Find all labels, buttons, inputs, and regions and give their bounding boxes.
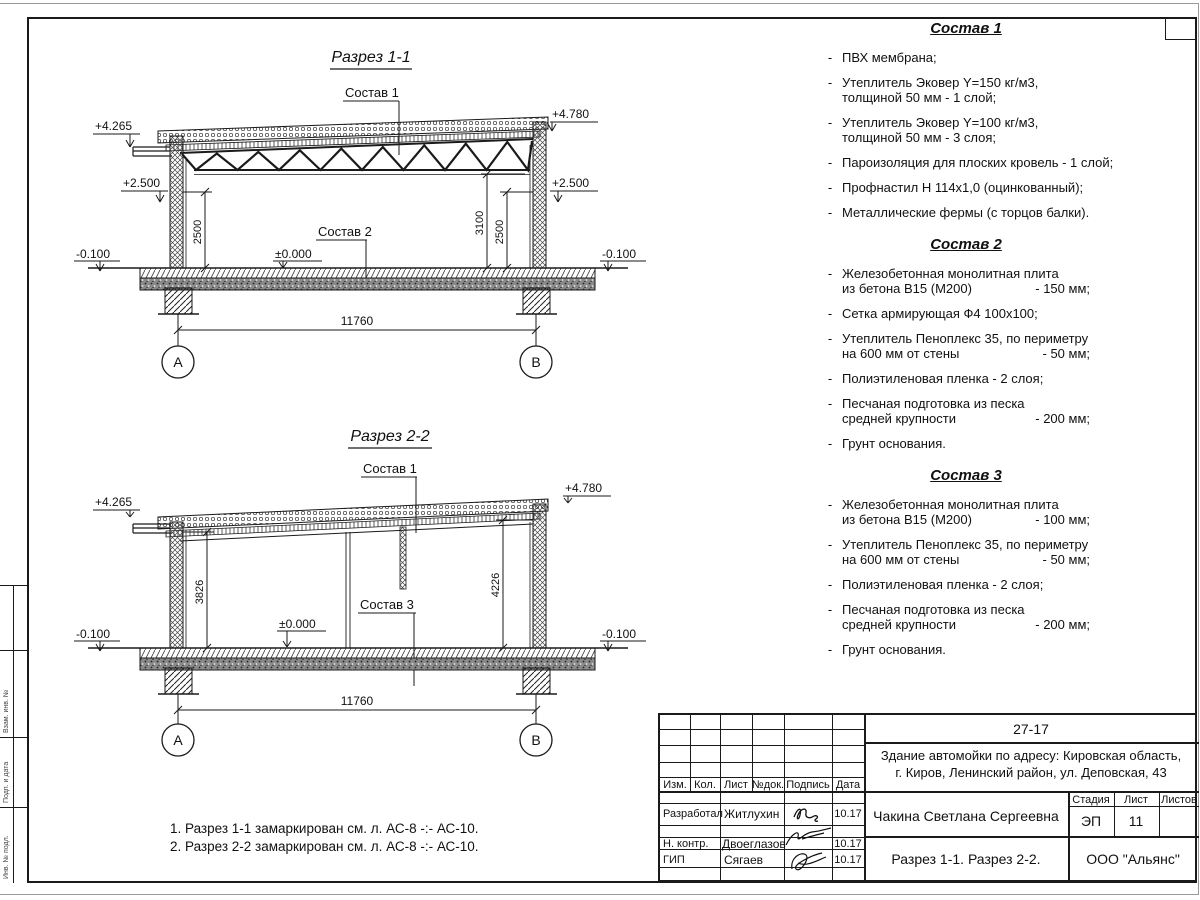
- sostav-3-title: Состав 3: [930, 467, 1002, 484]
- sheets-label: Листов: [1161, 794, 1197, 806]
- svg-text:±0.000: ±0.000: [275, 247, 312, 261]
- date-gip: 10.17: [834, 854, 862, 866]
- note-1: 1. Разрез 1-1 замаркирован см. л. АС-8 -:- АС-10.: [170, 821, 479, 836]
- list-item: - Железобетонная монолитная плита из бетона В15 (М200) - 150 мм;: [827, 266, 1090, 296]
- object-address-line2: г. Киров, Ленинский район, ул. Деповская, 43: [895, 765, 1167, 780]
- stage-label: Стадия: [1072, 794, 1110, 806]
- role-ncontrol: Н. контр.: [663, 838, 709, 850]
- section-1-1-title: Разрез 1-1: [331, 49, 411, 66]
- list-item: - Железобетонная монолитная плита из бетона В15 (М200) - 100 мм;: [827, 497, 1090, 527]
- svg-text:11760: 11760: [340, 694, 374, 708]
- name-gip: Сягаев: [724, 853, 763, 867]
- note-2: 2. Разрез 2-2 замаркирован см. л. АС-8 -:- АС-10.: [170, 839, 479, 854]
- sostav-1-title: Состав 1: [930, 20, 1002, 37]
- list-item: - Песчаная подготовка из песка средней крупности - 200 мм;: [827, 602, 1090, 632]
- col-podpis: Подпись: [786, 779, 830, 791]
- signature-gip: [782, 847, 834, 877]
- compositions-column: [800, 20, 1192, 667]
- stage-value: ЭП: [1080, 813, 1102, 829]
- s11-axis-b: В: [531, 354, 541, 370]
- list-item: - Утеплитель Эковер Y=100 кг/м3, толщиной 50 мм - 3 слоя;: [827, 115, 1039, 145]
- s22-vertical-dims: [183, 516, 533, 652]
- s11-vertical-dims: [183, 170, 533, 272]
- svg-text:2500: 2500: [192, 219, 204, 245]
- col-list: Лист: [724, 779, 748, 791]
- s11-sostav1-label: Состав 1: [345, 85, 399, 100]
- list-item: - Утеплитель Пеноплекс 35, по периметру на 600 мм от стены - 50 мм;: [827, 331, 1090, 361]
- col-izm: Изм.: [663, 779, 687, 791]
- list-item: - Утеплитель Эковер Y=150 кг/м3, толщиной 50 мм - 1 слой;: [827, 75, 1039, 105]
- doc-number: 27-17: [1013, 721, 1049, 737]
- s11-sostav2-label: Состав 2: [318, 224, 372, 239]
- list-item: - Профнастил Н 114х1,0 (оцинкованный);: [827, 180, 1084, 195]
- signature-developer: [786, 803, 832, 825]
- role-developer: Разработал: [663, 808, 723, 820]
- title-block: [658, 713, 1197, 882]
- svg-text:4226: 4226: [490, 572, 502, 598]
- s11-span-dim: [162, 314, 552, 378]
- list-item: - ПВХ мембрана;: [827, 50, 937, 65]
- author-name: Чакина Светлана Сергеевна: [873, 808, 1059, 824]
- s22-axis-a: А: [173, 732, 183, 748]
- sostav-1-block: [800, 20, 1192, 220]
- sostav-2-title: Состав 2: [930, 236, 1002, 253]
- svg-text:2500: 2500: [494, 219, 506, 245]
- list-item: - Полиэтиленовая пленка - 2 слоя;: [827, 577, 1044, 592]
- col-kol: Кол.: [694, 779, 716, 791]
- svg-text:+4.780: +4.780: [565, 481, 603, 495]
- svg-text:11760: 11760: [340, 314, 374, 328]
- list-item: - Сетка армирующая Ф4 100х100;: [827, 306, 1038, 321]
- date-ncontrol: 10.17: [834, 838, 862, 850]
- sostav-2-block: [800, 236, 1192, 451]
- svg-text:3826: 3826: [194, 579, 206, 605]
- svg-text:-0.100: -0.100: [76, 247, 111, 261]
- list-item: - Утеплитель Пеноплекс 35, по периметру на 600 мм от стены - 50 мм;: [827, 537, 1090, 567]
- date-developer: 10.17: [834, 808, 862, 820]
- svg-text:+4.265: +4.265: [95, 495, 133, 509]
- sheet-label: Лист: [1124, 794, 1148, 806]
- role-gip: ГИП: [663, 854, 685, 866]
- name-developer: Житлухин: [724, 807, 780, 821]
- svg-text:+4.265: +4.265: [95, 119, 133, 133]
- strip-label-vzam: Взам. инв. №: [3, 689, 10, 733]
- notes: [170, 820, 479, 856]
- svg-text:+2.500: +2.500: [123, 176, 161, 190]
- section-2-2-title: Разрез 2-2: [350, 428, 430, 445]
- s22-sostav3-label: Состав 3: [360, 597, 414, 612]
- svg-text:+4.780: +4.780: [552, 107, 590, 121]
- s22-elevation-marks: [74, 481, 646, 651]
- col-ndok: №док.: [751, 779, 785, 791]
- list-item: - Металлические фермы (с торцов балки).: [827, 205, 1090, 220]
- section-2-2: [74, 428, 646, 756]
- svg-text:-0.100: -0.100: [76, 627, 111, 641]
- drawing-name: Разрез 1-1. Разрез 2-2.: [891, 851, 1041, 867]
- s22-span-dim: [162, 694, 552, 756]
- list-item: - Пароизоляция для плоских кровель - 1 слой;: [827, 155, 1114, 170]
- name-ncontrol: Двоеглазов: [722, 837, 786, 851]
- list-item: - Песчаная подготовка из песка средней крупности - 200 мм;: [827, 396, 1090, 426]
- svg-text:±0.000: ±0.000: [279, 617, 316, 631]
- sheet-number: 11: [1128, 813, 1144, 829]
- svg-text:+2.500: +2.500: [552, 176, 590, 190]
- list-item: - Грунт основания.: [827, 642, 946, 657]
- s22-sostav1-label: Состав 1: [363, 461, 417, 476]
- s22-axis-b: В: [531, 732, 541, 748]
- sostav-3-block: [800, 467, 1192, 657]
- strip-label-podp: Подп. и дата: [3, 761, 10, 803]
- strip-label-inv: Инв. № подл.: [3, 835, 10, 879]
- list-item: - Грунт основания.: [827, 436, 946, 451]
- section-1-1: [74, 49, 646, 378]
- list-item: - Полиэтиленовая пленка - 2 слоя;: [827, 371, 1044, 386]
- company-name: ООО "Альянс": [1086, 851, 1180, 867]
- col-data: Дата: [835, 779, 861, 791]
- svg-text:-0.100: -0.100: [602, 627, 637, 641]
- svg-text:-0.100: -0.100: [602, 247, 637, 261]
- svg-text:3100: 3100: [474, 210, 486, 236]
- object-address-line1: Здание автомойки по адресу: Кировская область,: [880, 748, 1182, 763]
- s11-axis-a: А: [173, 354, 183, 370]
